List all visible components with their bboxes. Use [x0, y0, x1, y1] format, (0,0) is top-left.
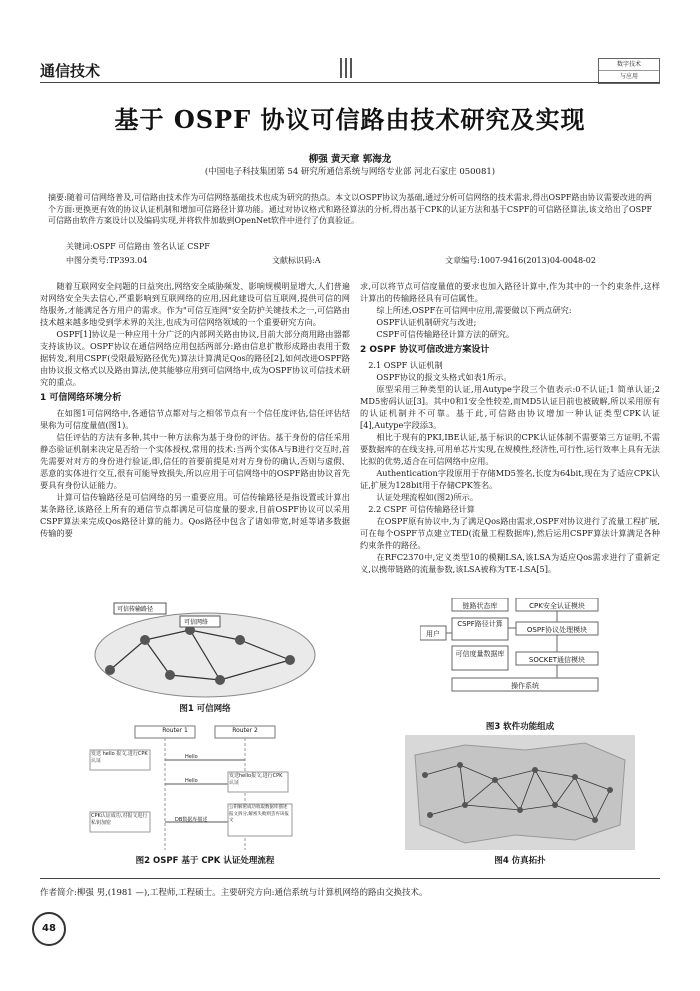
left-column	[40, 280, 350, 539]
fig2-step-b1: 发送hello报文,进行CPK认证	[229, 773, 283, 786]
fig2-step-a1: 发送 hello 报文,进行CPK认证	[91, 751, 148, 764]
paragraph: OSPF协议的报文头格式如表1所示。	[376, 372, 512, 382]
badge-top: 数字技术	[599, 59, 659, 71]
subsection-heading: 2.1 OSPF 认证机制	[368, 360, 443, 370]
paragraph: OSPF[1]协议是一种应用十分广泛的内部网关路由协议,目前大部分商用路由器都支持该协议。OSPF协议在通信网络应用包括两部分:路由信息扩散形成路由表用于数据转发,利用CSPF(受限最短路径优先)算法计算满足Qos的路径[2],如何改进OSPF路由协议报文格式以及路由算法,使其能够应用到可信网络中,成为OSPF协议可信技术研究的重点。	[40, 329, 350, 387]
paragraph: 相比于现有的PKI,IBE认证,基于标识的CPK认证体制不需要第三方证明,不需要数据库的在线支持,可用单芯片实现,在规模性,经济性,可行性,运行效率上具有无法比拟的优势,适合在可信网络中应用。	[360, 432, 660, 466]
authors: 柳强 黄天章 郭海龙	[308, 154, 392, 165]
page-number: 48	[32, 912, 66, 946]
fig3-link-state-db: 链路状态库	[462, 602, 498, 610]
affiliation: (中国电子科技集团第 54 研究所通信系统与网络专业部 河北石家庄 050081)	[204, 167, 496, 177]
header-decoration	[340, 58, 355, 82]
article-number: 文章编号:1007-9416(2013)04-0048-02	[445, 256, 596, 265]
fig1-label-path: 可信传输路径	[117, 606, 154, 613]
figure-4-caption: 图4 仿真拓扑	[494, 856, 546, 866]
paragraph: 在OSPF原有协议中,为了满足Qos路由需求,OSPF对协议进行了流量工程扩展,可在每个OSPF节点建立TED(流量工程数据库),然后运用CSPF算法计算满足各种约束条件的路径。	[360, 516, 660, 550]
figure-3-caption: 图3 软件功能组成	[485, 722, 555, 732]
badge-bottom: 与应用	[619, 73, 638, 80]
fig2-db: DB数据库描述	[175, 817, 208, 823]
fig3-os: 操作系统	[511, 682, 539, 690]
fig3-trust-db: 可信度量数据库	[455, 650, 505, 658]
fig3-cspf: CSPF路径计算	[457, 620, 503, 628]
figure-4-topology	[405, 735, 635, 850]
abstract: 摘要:随着可信网络普及,可信路由技术作为可信网络基础技术也成为研究的热点。本文以OSPF协议为基础,通过分析可信网络的技术需求,得出OSPF路由协议需要改进的两个方面:更换更有效的协议认证机制和增加可信路径计算功能。通过对协议格式和路径算法的分析,得出基于CPK的认证方法和基于CSPF的可信路径算法,该文给出了OSPF可信路由软件方案设计以及编码实现,并将软件加载到OpenNet软件中进行了仿真验证。	[48, 193, 652, 225]
keywords: 关键词:OSPF 可信路由 签名认证 CSPF	[66, 242, 210, 251]
section-heading: 1 可信网络环境分析	[40, 393, 122, 403]
doc-code: 文献标识码:A	[272, 256, 321, 265]
paragraph: 原型采用三种类型的认证,用Autype字段三个值表示:0不认证;1 简单认证;2 MD5密码认证[3]。其中0和1安全性较差,而MD5认证目前也被破解,所以采用原有的认证机制并不可靠。基于此,可信路由协议增加一种认证类型CPK认证[4],Autype字段添3。	[360, 384, 660, 430]
figure-1-caption: 图1 可信网络	[179, 704, 231, 714]
clc-number: 中图分类号:TP393.04	[66, 256, 148, 265]
journal-badge	[598, 58, 660, 84]
fig3-user: 用户	[426, 630, 440, 638]
paragraph: 计算可信传输路径是可信网络的另一重要应用。可信传输路径是指设置或计算出某条路径,该路径上所有的通信节点都满足可信度量的要求,目前OSPF协议可以采用CSPF算法来完成Qos路径计算的能力。Qos路径中包含了诸如带宽,时延等诸多数据传输的要	[40, 492, 350, 538]
figure-1-network	[90, 600, 320, 700]
fig2-router2: Router 2	[232, 727, 258, 734]
section-header: 通信技术	[40, 62, 101, 80]
paragraph: 在如图1可信网络中,各通信节点都对与之相邻节点有一个信任度评估,信任评估结果称为可信度量值(图1)。	[40, 408, 350, 430]
footer-rule	[40, 878, 660, 879]
author-bio: 作者简介:柳强 男,(1981 —),工程师,工程硕士。主要研究方向:通信系统与计算机网络的路由交换技术。	[40, 888, 428, 898]
fig1-label-network: 可信网络	[184, 619, 209, 626]
figure-2-flow	[80, 722, 320, 852]
section-heading: 2 OSPF 协议可信改进方案设计	[360, 345, 490, 355]
paragraph: 信任评估的方法有多种,其中一种方法称为基于身份的评估。基于身份的信任采用静态验证机制来决定是否给一个实体授权,常用的技术:当两个实体A与B进行交互时,首先需要对对方的身份进行验证,即,信任的首要前提是对对方身份的确认,否则与虚假、恶意的实体进行交互,很有可能导致损失,所以应用于可信网络中的OSPF路由协议首先要具有身份认证能力。	[40, 432, 350, 490]
fig2-router1: Router 1	[162, 727, 188, 734]
right-column	[360, 280, 660, 575]
subsection-heading: 2.2 CSPF 可信传输路径计算	[368, 504, 475, 514]
fig2-step-a2: CPK认证成功,对报文进行私钥加密	[91, 813, 148, 826]
fig2-hello1: Hello	[185, 754, 198, 760]
fig3-cpk-module: CPK安全认证模块	[529, 602, 585, 610]
paper-title: 基于 OSPF 协议可信路由技术研究及实现	[114, 105, 586, 134]
paragraph: 求,可以将节点可信度量值的要求也加入路径计算中,作为其中的一个约束条件,这样计算出的传输路径具有可信属性。	[360, 281, 660, 303]
fig2-step-b2: 公钥解密成功收取数据库描述报文拆分,解密失败则丢弃该报文	[229, 805, 289, 823]
figure-2-caption: 图2 OSPF 基于 CPK 认证处理流程	[135, 856, 275, 866]
fig2-hello2: Hello	[185, 778, 198, 784]
paragraph: 随着互联网安全问题的日益突出,网络安全威胁频发、影响规模明显增大,人们普遍对网络安全失去信心,严重影响到互联网络的应用,因此建设可信互联网,提供可信的网络服务,才能满足各方用户的需求。作为"可信互连网"安全防护关键技术之一,可信路由技术越来越多地受到学术界的关注,也成为可信网络领域的一个重要研究方向。	[40, 281, 350, 327]
paragraph: OSPF认证机制研究与改进;	[376, 317, 477, 327]
header-rule	[40, 82, 660, 83]
paragraph: 综上所述,OSPF在可信网中应用,需要做以下两点研究:	[376, 305, 572, 315]
paragraph: 认证处理流程如(图2)所示。	[376, 492, 479, 502]
paragraph: Authentication字段原用于存储MD5签名,长度为64bit,现在为了适应CPK认证,扩展为128bit用于存储CPK签名。	[360, 468, 660, 490]
fig3-ospf-module: OSPF协议处理模块	[526, 626, 588, 634]
classification-line	[66, 255, 636, 266]
paragraph: 在RFC2370中,定义类型10的模糊LSA,该LSA为适应Qos需求进行了重新定义,以携带链路的流量参数,该LSA被称为TE-LSA[5]。	[360, 552, 660, 574]
paragraph: CSPF可信传输路径计算方法的研究。	[376, 329, 515, 339]
fig3-socket: SOCKET通信模块	[528, 656, 586, 664]
